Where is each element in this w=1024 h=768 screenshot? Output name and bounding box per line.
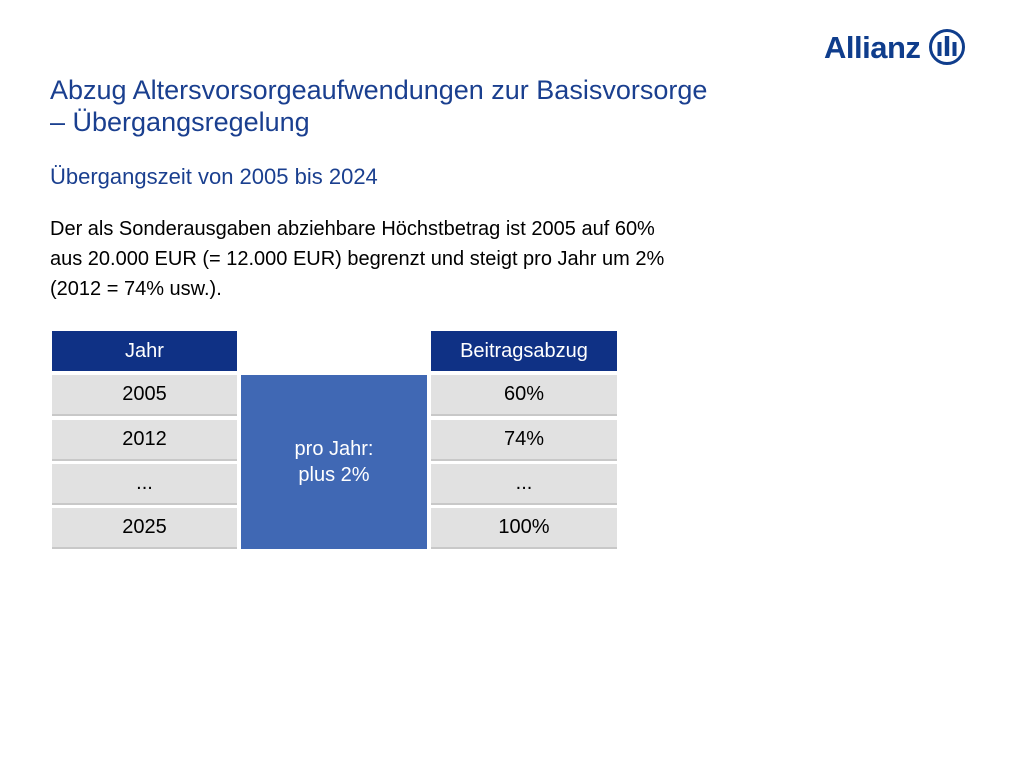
page-subtitle: Übergangszeit von 2005 bis 2024 [50,164,378,189]
body-line-1: Der als Sonderausgaben abziehbare Höchstbetrag ist 2005 auf 60% [50,218,655,240]
allianz-logo [824,28,966,66]
table-cell-year: 2005 [52,375,237,416]
table-cell-year: ... [52,464,237,505]
table-cell-deduction: ... [431,464,617,505]
table-cell-year: 2012 [52,420,237,461]
increment-line-2: plus 2% [298,464,370,486]
body-line-3: (2012 = 74% usw.). [50,278,222,300]
allianz-eagle-icon [928,28,966,66]
header-jahr: Jahr [52,331,237,371]
increment-cell [241,375,427,549]
table-cell-year: 2025 [52,508,237,549]
body-line-2: aus 20.000 EUR (= 12.000 EUR) begrenzt und steigt pro Jahr um 2% [50,248,665,270]
title-line-1: Abzug Altersvorsorgeaufwendungen zur Basisvorsorge [50,75,708,105]
header-beitragsabzug: Beitragsabzug [431,331,617,371]
title-line-2: – Übergangsregelung [50,107,310,137]
logo-wordmark: Allianz [824,29,921,65]
increment-line-1: pro Jahr: [294,438,374,460]
table-cell-deduction: 100% [431,508,617,549]
body-paragraph [50,214,870,304]
page-title [50,74,850,138]
table-cell-deduction: 74% [431,420,617,461]
table-cell-deduction: 60% [431,375,617,416]
